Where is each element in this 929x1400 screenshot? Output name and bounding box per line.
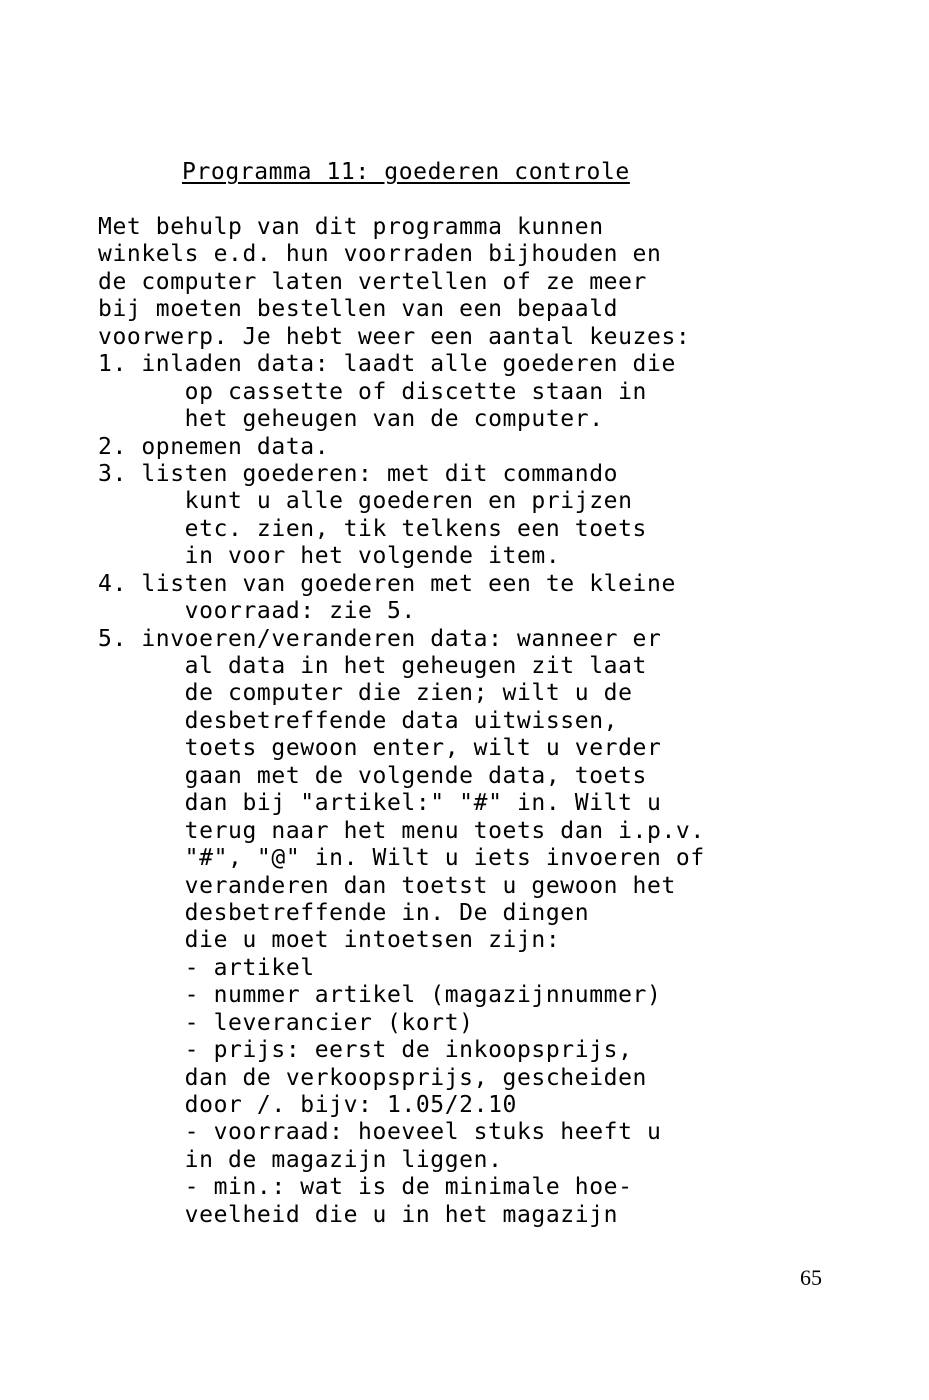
text-line: de computer die zien; wilt u de [98,680,633,707]
text-line: desbetreffende data uitwissen, [98,707,619,734]
text-line: kunt u alle goederen en prijzen [98,488,633,515]
text-line: gaan met de volgende data, toets [98,762,647,789]
text-line: de computer laten vertellen of ze meer [98,268,647,295]
text-line: toets gewoon enter, wilt u verder [98,735,662,762]
text-line: voorraad: zie 5. [98,598,416,625]
text-line: bij moeten bestellen van een bepaald [98,296,619,323]
text-line: in voor het volgende item. [98,543,561,570]
text-line: veelheid die u in het magazijn [98,1201,619,1228]
list-item-5: 5. invoeren/veranderen data: wanneer er [98,625,662,652]
list-item-2: 2. opnemen data. [98,433,330,460]
text-line: het geheugen van de computer. [98,406,604,433]
text-line: al data in het geheugen zit laat [98,653,647,679]
section-title: Programma 11: goederen controle [182,159,630,185]
text-line: voorwerp. Je hebt weer een aantal keuzes: [98,323,691,350]
list-item-4: 4. listen van goederen met een te kleine [98,570,676,597]
list-item-1: 1. inladen data: laadt alle goederen die [98,351,676,378]
sub-item: - leverancier (kort) [98,1009,474,1036]
text-line: desbetreffende in. De dingen [98,899,590,926]
text-line: veranderen dan toetst u gewoon het [98,872,676,899]
text-line: terug naar het menu toets dan i.p.v. [98,817,705,844]
text-line: Met behulp van dit programma kunnen [98,214,604,240]
text-line: etc. zien, tik telkens een toets [98,515,647,542]
sub-item: - artikel [98,954,315,981]
text-line: dan de verkoopsprijs, gescheiden [98,1064,647,1091]
text-line: op cassette of discette staan in [98,378,647,405]
text-line: door /. bijv: 1.05/2.10 [98,1092,517,1118]
text-line: in de magazijn liggen. [98,1146,503,1173]
sub-item: - min.: wat is de minimale hoe- [98,1174,633,1201]
list-item-3: 3. listen goederen: met dit commando [98,460,619,487]
text-line: winkels e.d. hun voorraden bijhouden en [98,241,662,268]
sub-item: - prijs: eerst de inkoopsprijs, [98,1037,633,1064]
sub-item: - nummer artikel (magazijnnummer) [98,982,662,1009]
text-line: dan bij "artikel:" "#" in. Wilt u [98,790,662,817]
body-text [98,214,705,1229]
sub-item: - voorraad: hoeveel stuks heeft u [98,1119,662,1146]
page-number: 65 [800,1265,822,1290]
text-line: die u moet intoetsen zijn: [98,927,561,954]
text-line: "#", "@" in. Wilt u iets invoeren of [98,845,705,872]
